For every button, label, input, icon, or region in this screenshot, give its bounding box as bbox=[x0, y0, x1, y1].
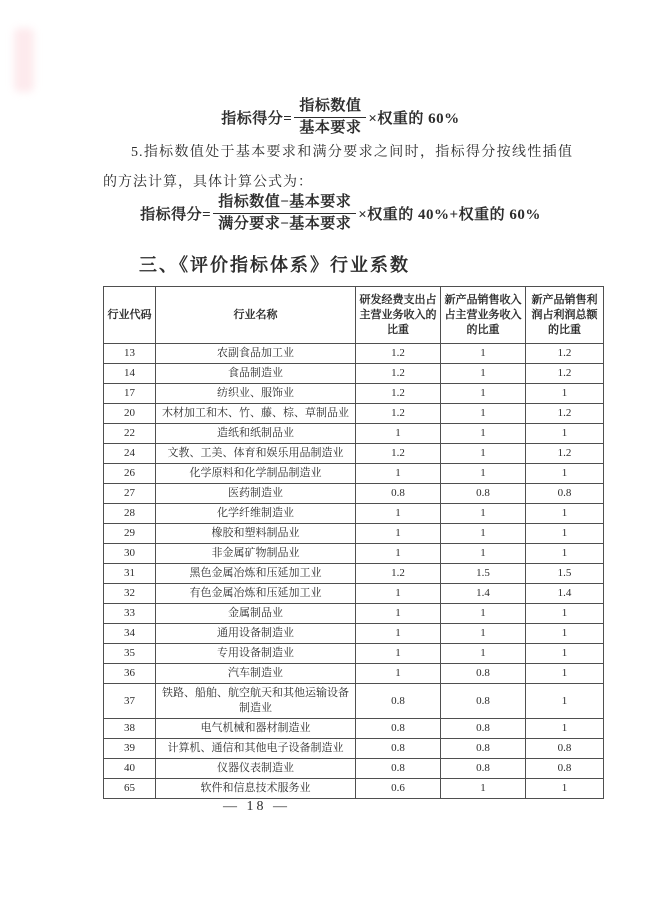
industry-code-cell: 26 bbox=[104, 464, 156, 484]
industry-code-cell: 65 bbox=[104, 779, 156, 799]
coefficient-cell: 0.8 bbox=[356, 684, 441, 719]
coefficient-cell: 1 bbox=[441, 624, 526, 644]
coefficient-cell: 1.4 bbox=[441, 584, 526, 604]
industry-name-cell: 专用设备制造业 bbox=[156, 644, 356, 664]
table-row bbox=[104, 624, 604, 644]
coefficient-cell: 1.2 bbox=[356, 444, 441, 464]
industry-name-cell: 化学纤维制造业 bbox=[156, 504, 356, 524]
industry-code-cell: 13 bbox=[104, 344, 156, 364]
industry-code-cell: 37 bbox=[104, 684, 156, 719]
coefficient-cell: 0.8 bbox=[441, 719, 526, 739]
coefficient-cell: 1 bbox=[356, 664, 441, 684]
fraction bbox=[213, 193, 356, 234]
coefficient-cell: 1.2 bbox=[356, 404, 441, 424]
industry-name-cell: 通用设备制造业 bbox=[156, 624, 356, 644]
industry-code-cell: 39 bbox=[104, 739, 156, 759]
table-row bbox=[104, 484, 604, 504]
table-row bbox=[104, 684, 604, 719]
coefficient-cell: 1 bbox=[526, 644, 604, 664]
industry-code-cell: 32 bbox=[104, 584, 156, 604]
industry-code-cell: 29 bbox=[104, 524, 156, 544]
coefficient-cell: 1 bbox=[526, 624, 604, 644]
coefficient-cell: 1 bbox=[441, 384, 526, 404]
coefficient-cell: 1 bbox=[356, 464, 441, 484]
coefficient-cell: 0.8 bbox=[441, 484, 526, 504]
fraction-numerator: 指标数值−基本要求 bbox=[213, 193, 356, 214]
coefficient-cell: 0.8 bbox=[441, 759, 526, 779]
coefficient-cell: 0.6 bbox=[356, 779, 441, 799]
industry-name-cell: 仪器仪表制造业 bbox=[156, 759, 356, 779]
industry-code-cell: 40 bbox=[104, 759, 156, 779]
table-row bbox=[104, 584, 604, 604]
coefficient-cell: 1 bbox=[356, 624, 441, 644]
coefficient-cell: 1 bbox=[526, 504, 604, 524]
industry-name-cell: 造纸和纸制品业 bbox=[156, 424, 356, 444]
coefficient-cell: 1 bbox=[526, 779, 604, 799]
coefficient-cell: 1 bbox=[356, 524, 441, 544]
coefficient-cell: 1.2 bbox=[356, 564, 441, 584]
coefficient-cell: 1.5 bbox=[526, 564, 604, 584]
section-heading: 三、《评价指标体系》行业系数 bbox=[139, 255, 410, 275]
industry-name-cell: 软件和信息技术服务业 bbox=[156, 779, 356, 799]
table-row bbox=[104, 644, 604, 664]
coefficient-cell: 1.2 bbox=[526, 344, 604, 364]
industry-name-cell: 橡胶和塑料制品业 bbox=[156, 524, 356, 544]
table-body bbox=[104, 344, 604, 799]
table-row bbox=[104, 779, 604, 799]
column-header: 行业代码 bbox=[104, 287, 156, 344]
coefficient-cell: 0.8 bbox=[356, 739, 441, 759]
industry-name-cell: 木材加工和木、竹、藤、棕、草制品业 bbox=[156, 404, 356, 424]
table-row bbox=[104, 404, 604, 424]
fraction-numerator: 指标数值 bbox=[294, 97, 366, 118]
formula-base-score bbox=[103, 97, 578, 138]
industry-name-cell: 化学原料和化学制品制造业 bbox=[156, 464, 356, 484]
formula-rhs: ×权重的 40%+权重的 60% bbox=[358, 206, 541, 223]
table-row bbox=[104, 344, 604, 364]
coefficient-cell: 0.8 bbox=[441, 664, 526, 684]
page-number: — 18 — bbox=[223, 799, 290, 814]
column-header: 新产品销售收入占主营业务收入的比重 bbox=[441, 287, 526, 344]
coefficient-cell: 0.8 bbox=[356, 484, 441, 504]
industry-code-cell: 20 bbox=[104, 404, 156, 424]
industry-code-cell: 28 bbox=[104, 504, 156, 524]
industry-name-cell: 有色金属冶炼和压延加工业 bbox=[156, 584, 356, 604]
table-row bbox=[104, 424, 604, 444]
coefficient-cell: 1.2 bbox=[526, 444, 604, 464]
table-row bbox=[104, 504, 604, 524]
table-row bbox=[104, 444, 604, 464]
industry-name-cell: 汽车制造业 bbox=[156, 664, 356, 684]
industry-name-cell: 计算机、通信和其他电子设备制造业 bbox=[156, 739, 356, 759]
formula-lhs: 指标得分= bbox=[140, 206, 212, 223]
industry-name-cell: 农副食品加工业 bbox=[156, 344, 356, 364]
industry-name-cell: 食品制造业 bbox=[156, 364, 356, 384]
coefficient-cell: 1 bbox=[526, 664, 604, 684]
coefficient-cell: 1.4 bbox=[526, 584, 604, 604]
table-row bbox=[104, 384, 604, 404]
coefficient-cell: 1 bbox=[526, 384, 604, 404]
coefficient-cell: 1 bbox=[526, 424, 604, 444]
coefficient-cell: 1 bbox=[356, 584, 441, 604]
coefficient-cell: 1 bbox=[441, 404, 526, 424]
coefficient-cell: 1 bbox=[441, 464, 526, 484]
fraction bbox=[294, 97, 366, 138]
paragraph-rule-5: 5.指标数值处于基本要求和满分要求之间时，指标得分按线性插值的方法计算，具体计算公式为： bbox=[103, 145, 573, 190]
table-row bbox=[104, 564, 604, 584]
coefficient-cell: 0.8 bbox=[356, 719, 441, 739]
table-row bbox=[104, 739, 604, 759]
coefficient-cell: 1 bbox=[441, 544, 526, 564]
table-row bbox=[104, 364, 604, 384]
coefficient-cell: 1.2 bbox=[356, 384, 441, 404]
coefficient-cell: 1.5 bbox=[441, 564, 526, 584]
industry-name-cell: 黑色金属冶炼和压延加工业 bbox=[156, 564, 356, 584]
column-header: 新产品销售利润占利润总额的比重 bbox=[526, 287, 604, 344]
industry-name-cell: 非金属矿物制品业 bbox=[156, 544, 356, 564]
column-header: 行业名称 bbox=[156, 287, 356, 344]
table-row bbox=[104, 604, 604, 624]
industry-name-cell: 电气机械和器材制造业 bbox=[156, 719, 356, 739]
industry-name-cell: 铁路、船舶、航空航天和其他运输设备制造业 bbox=[156, 684, 356, 719]
table-row bbox=[104, 664, 604, 684]
coefficient-cell: 1 bbox=[441, 344, 526, 364]
formula-rhs: ×权重的 60% bbox=[368, 110, 460, 127]
coefficient-cell: 1 bbox=[526, 544, 604, 564]
coefficient-cell: 1.2 bbox=[526, 404, 604, 424]
industry-code-cell: 38 bbox=[104, 719, 156, 739]
industry-code-cell: 36 bbox=[104, 664, 156, 684]
industry-coefficient-table bbox=[103, 286, 604, 799]
fraction-denominator: 基本要求 bbox=[299, 119, 362, 136]
coefficient-cell: 1 bbox=[441, 524, 526, 544]
scan-artifact bbox=[14, 28, 34, 92]
coefficient-cell: 1 bbox=[526, 464, 604, 484]
industry-code-cell: 30 bbox=[104, 544, 156, 564]
coefficient-cell: 0.8 bbox=[356, 759, 441, 779]
coefficient-cell: 1 bbox=[441, 504, 526, 524]
industry-name-cell: 金属制品业 bbox=[156, 604, 356, 624]
coefficient-cell: 0.8 bbox=[526, 759, 604, 779]
industry-code-cell: 27 bbox=[104, 484, 156, 504]
coefficient-cell: 0.8 bbox=[526, 739, 604, 759]
coefficient-cell: 1 bbox=[441, 644, 526, 664]
coefficient-cell: 0.8 bbox=[441, 739, 526, 759]
coefficient-cell: 1 bbox=[526, 604, 604, 624]
formula-lhs: 指标得分= bbox=[221, 110, 293, 127]
coefficient-cell: 1 bbox=[526, 719, 604, 739]
coefficient-cell: 1 bbox=[441, 604, 526, 624]
industry-code-cell: 22 bbox=[104, 424, 156, 444]
formula-interpolated-score bbox=[103, 193, 578, 234]
coefficient-cell: 1 bbox=[441, 424, 526, 444]
coefficient-cell: 1 bbox=[441, 779, 526, 799]
table-row bbox=[104, 544, 604, 564]
industry-name-cell: 文教、工美、体育和娱乐用品制造业 bbox=[156, 444, 356, 464]
coefficient-cell: 1 bbox=[356, 504, 441, 524]
coefficient-cell: 1.2 bbox=[356, 364, 441, 384]
coefficient-cell: 1 bbox=[356, 544, 441, 564]
industry-code-cell: 33 bbox=[104, 604, 156, 624]
coefficient-cell: 1 bbox=[356, 604, 441, 624]
fraction-denominator: 满分要求−基本要求 bbox=[218, 215, 352, 232]
table-row bbox=[104, 759, 604, 779]
coefficient-cell: 1 bbox=[356, 644, 441, 664]
table-row bbox=[104, 524, 604, 544]
table-row bbox=[104, 464, 604, 484]
table-header-row bbox=[104, 287, 604, 344]
coefficient-cell: 1 bbox=[526, 684, 604, 719]
industry-code-cell: 31 bbox=[104, 564, 156, 584]
industry-code-cell: 17 bbox=[104, 384, 156, 404]
coefficient-cell: 0.8 bbox=[526, 484, 604, 504]
coefficient-cell: 1.2 bbox=[356, 344, 441, 364]
industry-name-cell: 医药制造业 bbox=[156, 484, 356, 504]
column-header: 研发经费支出占主营业务收入的比重 bbox=[356, 287, 441, 344]
industry-code-cell: 35 bbox=[104, 644, 156, 664]
coefficient-cell: 1 bbox=[441, 444, 526, 464]
industry-name-cell: 纺织业、服饰业 bbox=[156, 384, 356, 404]
table-row bbox=[104, 719, 604, 739]
coefficient-cell: 1 bbox=[441, 364, 526, 384]
coefficient-cell: 1 bbox=[526, 524, 604, 544]
industry-code-cell: 24 bbox=[104, 444, 156, 464]
coefficient-cell: 1.2 bbox=[526, 364, 604, 384]
coefficient-cell: 1 bbox=[356, 424, 441, 444]
industry-code-cell: 34 bbox=[104, 624, 156, 644]
industry-code-cell: 14 bbox=[104, 364, 156, 384]
coefficient-cell: 0.8 bbox=[441, 684, 526, 719]
